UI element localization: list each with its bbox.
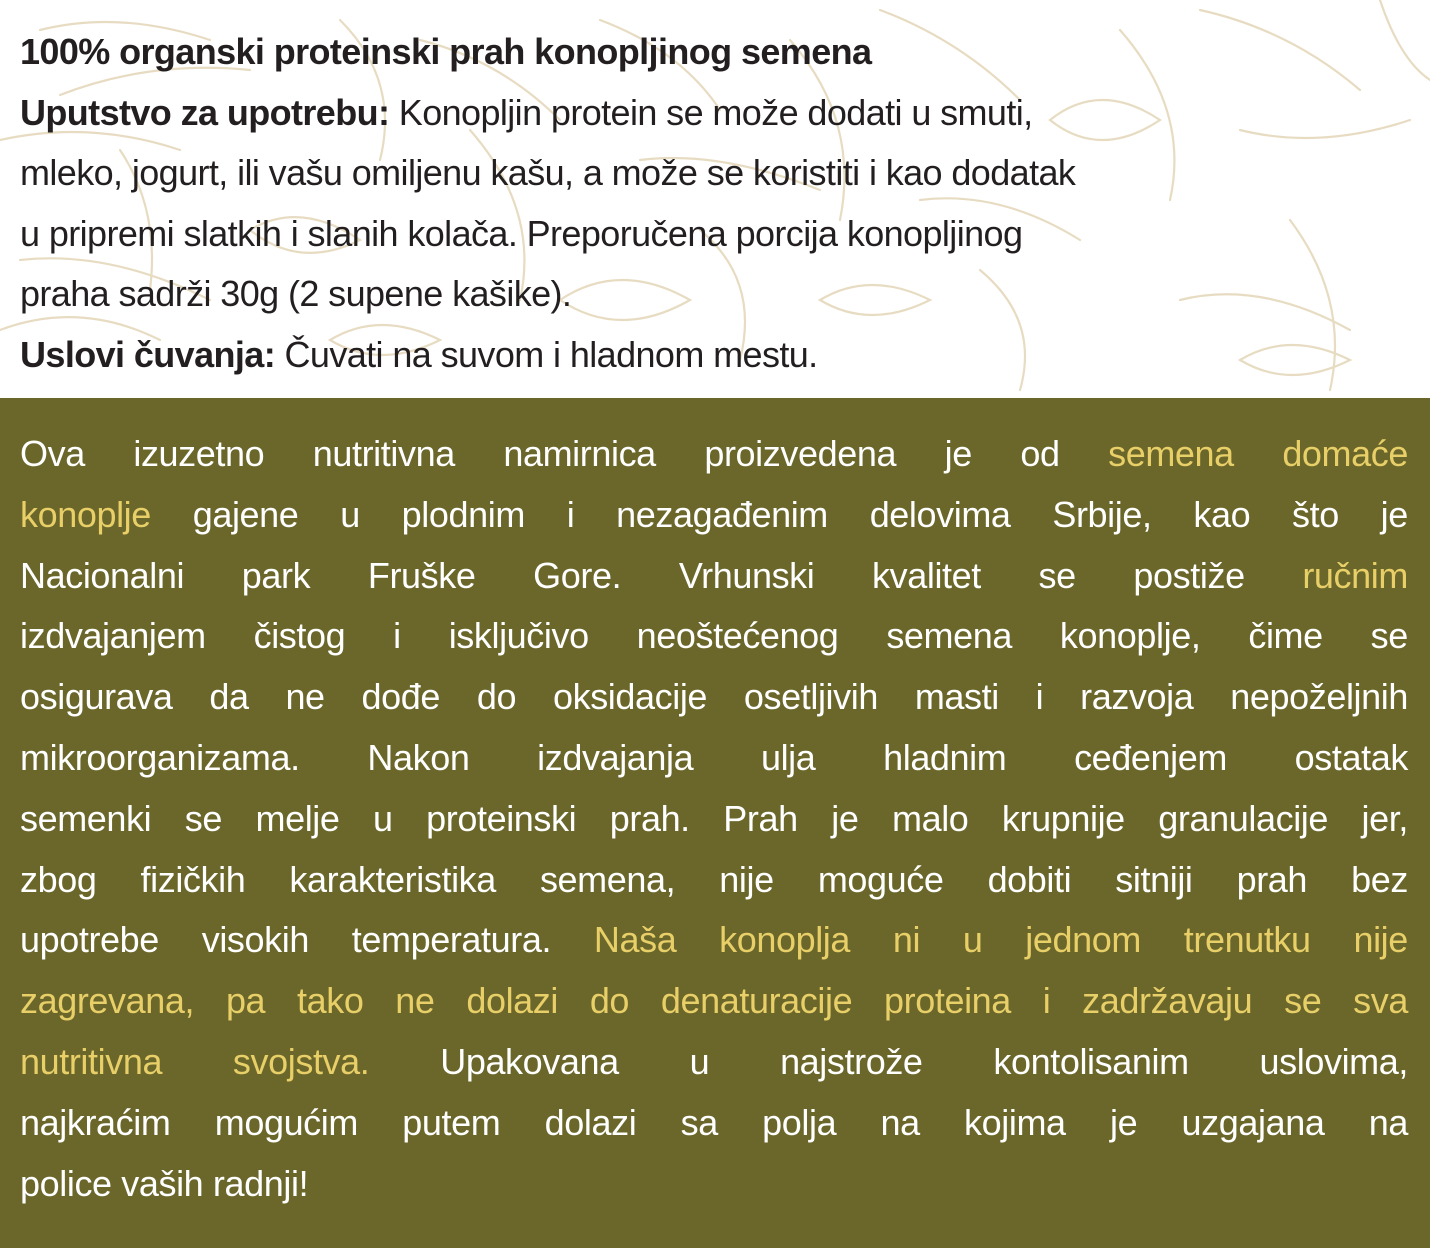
usage-line-4: praha sadrži 30g (2 supene kašike). (20, 273, 572, 314)
description-word: da (209, 676, 249, 718)
description-word: Upakovana (440, 1040, 619, 1082)
description-word: police (20, 1162, 122, 1204)
description-word: Nakon (367, 736, 470, 778)
description-line (20, 971, 1408, 1032)
highlight-word: Naša (593, 919, 677, 961)
description-line (20, 1093, 1408, 1154)
description-word: što (1292, 493, 1339, 535)
description-word: namirnica (503, 433, 656, 474)
description-word: konoplje, (1059, 615, 1201, 657)
description-word: nezagađenim (616, 493, 828, 535)
usage-label: Uputstvo za upotrebu: (20, 91, 390, 133)
highlight-word: konoplja (719, 919, 851, 961)
description-word: postiže (1133, 554, 1245, 596)
description-word: Nacionalni (20, 554, 185, 596)
description-word: neoštećenog (636, 615, 839, 657)
product-title: 100% organski proteinski prah konopljinog semena (20, 31, 872, 72)
highlight-word: nutritivna (20, 1040, 163, 1082)
description-line (20, 1032, 1408, 1093)
description-word: Vrhunski (678, 554, 815, 596)
description-word: u (373, 797, 393, 839)
description-word: delovima (869, 493, 1011, 535)
highlight-word: sva (1353, 980, 1408, 1022)
description-word: vaših (121, 1162, 213, 1204)
description-line (20, 850, 1408, 911)
description-word: dobiti (987, 858, 1072, 900)
description-word: je (1380, 493, 1408, 535)
description-line (20, 485, 1408, 546)
description-word: prah (1236, 858, 1308, 900)
description-word: semenki (20, 797, 152, 839)
description-word: na (880, 1101, 920, 1143)
highlight-word: se (1284, 980, 1322, 1022)
highlight-word: dolazi (466, 980, 558, 1022)
description-word: je (1109, 1101, 1138, 1143)
description-line (20, 789, 1408, 850)
description-word: oksidacije (552, 676, 708, 718)
description-word: sa (680, 1101, 718, 1143)
highlight-word: ručnim (1302, 554, 1408, 596)
description-word: fizičkih (140, 858, 246, 900)
description-word: izdvajanja (537, 736, 694, 778)
description-word: polja (762, 1101, 837, 1143)
description-word: jer, (1361, 797, 1408, 839)
highlight-word: pa (225, 980, 266, 1022)
description-word: i (393, 615, 401, 657)
highlight-word: svojstva. (232, 1040, 370, 1082)
description-word: proteinski (426, 797, 577, 839)
description-word: uslovima, (1259, 1040, 1408, 1082)
description-word: nepoželjnih (1230, 676, 1408, 718)
highlight-word: u (962, 919, 983, 961)
highlight-word: do (589, 980, 630, 1022)
description-line (20, 606, 1408, 667)
description-word: radnji! (212, 1162, 309, 1204)
description-word: i (1035, 676, 1044, 718)
description-word: Srbije, (1052, 493, 1152, 535)
description-word: do (476, 676, 517, 718)
description-line (20, 546, 1408, 607)
description-word: proizvedena (704, 433, 897, 474)
highlight-word: zagrevana, (20, 980, 195, 1022)
highlight-word: ni (892, 919, 921, 961)
description-word: melje (255, 797, 340, 839)
storage-text: Čuvati na suvom i hladnom mestu. (284, 333, 818, 375)
description-word: dolazi (544, 1101, 637, 1143)
description-word: izuzetno (133, 433, 265, 474)
description-word: se (1038, 554, 1076, 596)
description-line (20, 1154, 1408, 1215)
highlight-word: domaće (1282, 433, 1408, 474)
description-word: Gore. (533, 554, 622, 596)
description-word: isključivo (448, 615, 589, 657)
description-word: i (566, 493, 575, 535)
description-word: park (241, 554, 311, 596)
highlight-word: denaturacije (660, 980, 853, 1022)
description-word: dođe (361, 676, 441, 718)
description-word: je (831, 797, 859, 839)
description-word: Fruške (367, 554, 476, 596)
description-word: zbog (20, 858, 97, 900)
description-word: kojima (964, 1101, 1066, 1143)
highlight-word: nije (1353, 919, 1408, 961)
description-word: plodnim (401, 493, 525, 535)
description-word: uzgajana (1181, 1101, 1325, 1143)
description-word: razvoja (1080, 676, 1194, 718)
highlight-word: semena (1108, 433, 1234, 474)
description-word: gajene (192, 493, 299, 535)
description-word: karakteristika (289, 858, 496, 900)
description-word: mogućim (214, 1101, 358, 1143)
description-word: najkraćim (20, 1101, 171, 1143)
storage-line (20, 325, 1420, 386)
description-word: je (944, 433, 972, 474)
usage-line-2: mleko, jogurt, ili vašu omiljenu kašu, a može se koristiti i kao dodatak (20, 152, 1076, 193)
description-word: mikroorganizama. (20, 736, 300, 778)
description-word: granulacije (1158, 797, 1329, 839)
highlight-word: trenutku (1183, 919, 1311, 961)
description-word: ceđenjem (1074, 736, 1227, 778)
usage-text-1: Konopljin protein se može dodati u smuti, (398, 91, 1033, 133)
description-word: osigurava (20, 676, 173, 718)
description-word: osetljivih (743, 676, 878, 718)
description-word: semena (886, 615, 1013, 657)
instructions-text (20, 22, 1420, 385)
description-word: masti (914, 676, 999, 718)
description-word: na (1368, 1101, 1408, 1143)
description-word: se (184, 797, 222, 839)
usage-line-1 (20, 83, 1420, 144)
description-word: moguće (817, 858, 944, 900)
description-word: od (1020, 433, 1060, 474)
description-word: kvalitet (872, 554, 981, 596)
description-word: kontolisanim (993, 1040, 1189, 1082)
description-word: bez (1351, 858, 1408, 900)
description-word: nutritivna (312, 433, 455, 474)
highlight-word: tako (297, 980, 364, 1022)
storage-label: Uslovi čuvanja: (20, 333, 276, 375)
description-paragraph (20, 424, 1408, 1214)
highlight-word: zadržavaju (1082, 980, 1253, 1022)
description-word: semena, (539, 858, 676, 900)
description-panel (0, 398, 1430, 1248)
highlight-word: ne (395, 980, 435, 1022)
description-word: Prah (723, 797, 798, 839)
description-line (20, 667, 1408, 728)
description-word: kao (1193, 493, 1251, 535)
description-word: izdvajanjem (20, 615, 206, 657)
description-word: visokih (201, 919, 309, 961)
description-word: u (689, 1040, 710, 1082)
description-word: čistog (253, 615, 346, 657)
description-word: temperatura. (351, 919, 552, 961)
description-word: nije (719, 858, 774, 900)
description-line (20, 910, 1408, 971)
highlight-word: i (1042, 980, 1051, 1022)
description-word: krupnije (1001, 797, 1125, 839)
highlight-word: proteina (884, 980, 1011, 1022)
highlight-word: konoplje (20, 493, 151, 535)
description-word: prah. (609, 797, 690, 839)
description-word: Ova (20, 433, 85, 474)
usage-line-3: u pripremi slatkih i slanih kolača. Preporučena porcija konopljinog (20, 212, 1023, 254)
description-line (20, 424, 1408, 485)
highlight-word: jednom (1025, 919, 1141, 961)
description-word: čime (1248, 615, 1323, 657)
description-word: u (340, 493, 360, 535)
description-word: ne (285, 676, 325, 718)
description-word: ulja (760, 736, 816, 778)
instructions-section (0, 0, 1430, 398)
description-word: upotrebe (20, 919, 159, 961)
description-word: hladnim (883, 736, 1007, 778)
description-word: najstrože (780, 1040, 923, 1082)
description-word: se (1370, 615, 1408, 657)
description-word: ostatak (1294, 736, 1408, 778)
description-word: malo (891, 797, 969, 839)
description-word: sitniji (1115, 858, 1193, 900)
description-line (20, 728, 1408, 789)
description-word: putem (402, 1101, 501, 1143)
